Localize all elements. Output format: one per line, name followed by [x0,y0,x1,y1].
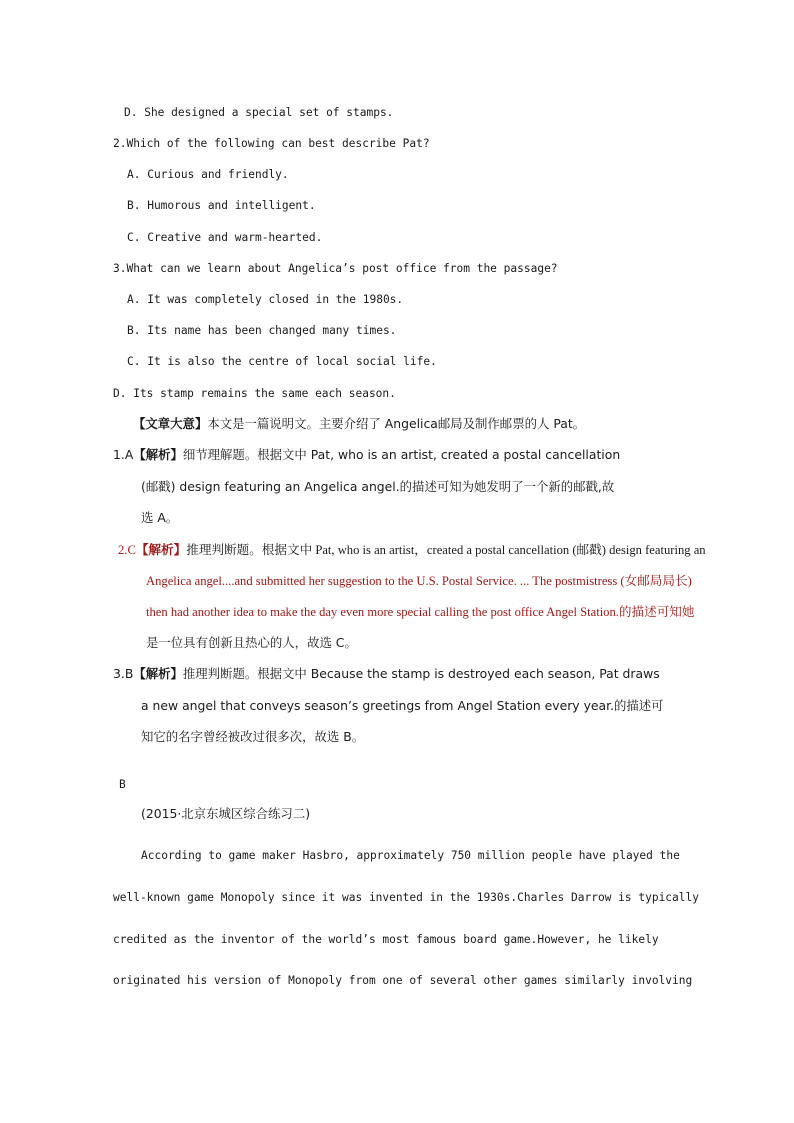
answer-2-text-1: 推理判断题。根据文中 Pat, who is an artist，created a postal cancellation (邮戳) design featuring an [186,543,706,557]
answer-3-line-1 [113,666,660,682]
section-b-heading: B [119,778,126,791]
answer-2-line-2: Angelica angel....and submitted her suggestion to the U.S. Postal Service. ... The postmistress (女邮局局长) [146,574,692,588]
answer-1-line-1 [113,447,620,463]
passage-b-source: (2015·北京东城区综合练习二) [141,806,311,821]
summary-text: 本文是一篇说明文。主要介绍了 Angelica邮局及制作邮票的人 Pat。 [207,416,586,431]
answer-2-line-4: 是一位具有创新且热心的人，故选 C。 [146,635,357,650]
answer-2-line-1 [118,542,706,558]
answer-2-label: 【解析】 [135,543,187,557]
question-3-option-b: B. Its name has been changed many times. [127,324,397,337]
answer-2-line-3: then had another idea to make the day even more special calling the post office Angel Station.的描述可知她 [146,605,695,619]
answer-3-line-3: 知它的名字曾经被改过很多次，故选 B。 [141,729,365,744]
question-3-stem: 3.What can we learn about Angelica’s post office from the passage? [113,262,558,275]
question-3-option-d: D. Its stamp remains the same each season. [113,387,396,400]
passage-b-line-2: well-known game Monopoly since it was invented in the 1930s.Charles Darrow is typically [113,891,699,904]
question-2-option-b: B. Humorous and intelligent. [127,199,316,212]
passage-b-line-1: According to game maker Hasbro, approximately 750 million people have played the [141,849,680,862]
passage-b-line-4: originated his version of Monopoly from one of several other games similarly involving [113,974,693,987]
question-1-option-d: D. She designed a special set of stamps. [124,106,394,119]
answer-3-label: 【解析】 [133,666,183,681]
question-3-option-c: C. It is also the centre of local social life. [127,355,437,368]
answer-3-line-2: a new angel that conveys season’s greetings from Angel Station every year.的描述可 [141,698,664,713]
answer-1-number: 1.A [113,447,134,462]
passage-b-line-3: credited as the inventor of the world’s most famous board game.However, he likely [113,933,659,946]
question-2-option-c: C. Creative and warm-hearted. [127,231,323,244]
summary-label: 【文章大意】 [133,416,208,431]
answer-1-label: 【解析】 [133,447,183,462]
question-2-option-a: A. Curious and friendly. [127,168,289,181]
answer-3-text-1: 推理判断题。根据文中 Because the stamp is destroyed each season, Pat draws [182,666,660,681]
answer-1-text-1: 细节理解题。根据文中 Pat, who is an artist, created a postal cancellation [182,447,621,462]
answer-2-number: 2.C [118,543,136,557]
article-summary [133,416,585,432]
question-3-option-a: A. It was completely closed in the 1980s. [127,293,404,306]
answer-3-number: 3.B [113,666,134,681]
question-2-stem: 2.Which of the following can best describe Pat? [113,137,430,150]
answer-1-line-2: (邮戳) design featuring an Angelica angel.的描述可知为她发明了一个新的邮戳,故 [141,479,615,494]
answer-1-line-3: 选 A。 [141,510,179,525]
